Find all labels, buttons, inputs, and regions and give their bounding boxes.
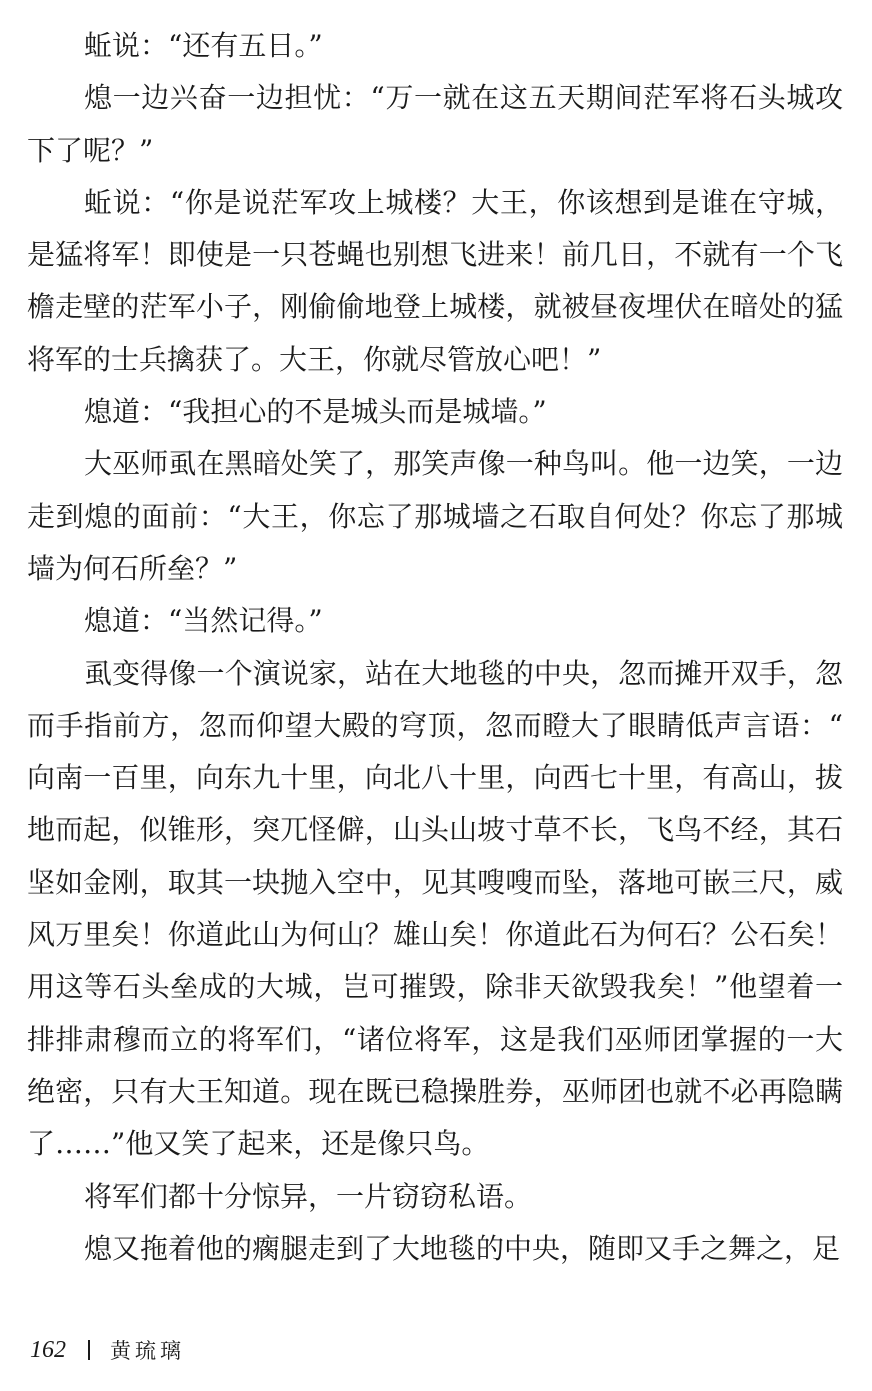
- page-footer: [30, 1330, 185, 1370]
- paragraph-9: 熄又拖着他的瘸腿走到了大地毯的中央，随即又手之舞之，足: [84, 1231, 841, 1265]
- page-number: 162: [30, 1336, 66, 1363]
- footer-divider: [88, 1340, 90, 1360]
- page-body-text: [27, 20, 843, 1275]
- paragraph-2: 熄一边兴奋一边担忧：“万一就在这五天期间茫军将石头城攻下了呢？”: [27, 81, 843, 167]
- footer-author: 黄琉璃: [110, 1339, 185, 1363]
- paragraph-1: 蚯说：“还有五日。”: [84, 29, 323, 62]
- paragraph-7: 虱变得像一个演说家，站在大地毯的中央，忽而摊开双手，忽而手指前方，忽而仰望大殿的穹顶，忽而瞪大了眼睛低声言语：“向南一百里，向东九十里，向北八十里，向西七十里，有高山，拔地而起，似锥形，突兀怪僻，山头山坡寸草不长，飞鸟不经，其石坚如金刚，取其一块抛入空中，见其嗖嗖而坠，落地可嵌三尺，威风万里矣！你道此山为何山？雄山矣！你道此石为何石？公石矣！用这等石头垒成的大城，岂可摧毁，除非天欲毁我矣！”他望着一排排肃穆而立的将军们，“诸位将军，这是我们巫师团掌握的一大绝密，只有大王知道。现在既已稳操胜券，巫师团也就不必再隐瞒了……”他又笑了起来，还是像只鸟。: [27, 656, 843, 1161]
- paragraph-3: 蚯说：“你是说茫军攻上城楼？大王，你该想到是谁在守城，是猛将军！即使是一只苍蝇也别想飞进来！前几日，不就有一个飞檐走壁的茫军小子，刚偷偷地登上城楼，就被昼夜埋伏在暗处的猛将军的士兵擒获了。大王，你就尽管放心吧！”: [27, 185, 843, 376]
- paragraph-5: 大巫师虱在黑暗处笑了，那笑声像一种鸟叫。他一边笑，一边走到熄的面前：“大王，你忘了那城墙之石取自何处？你忘了那城墙为何石所垒？”: [27, 447, 843, 585]
- paragraph-8: 将军们都十分惊异，一片窃窃私语。: [84, 1179, 533, 1213]
- paragraph-6: 熄道：“当然记得。”: [84, 604, 323, 638]
- paragraph-4: 熄道：“我担心的不是城头而是城墙。”: [84, 395, 547, 429]
